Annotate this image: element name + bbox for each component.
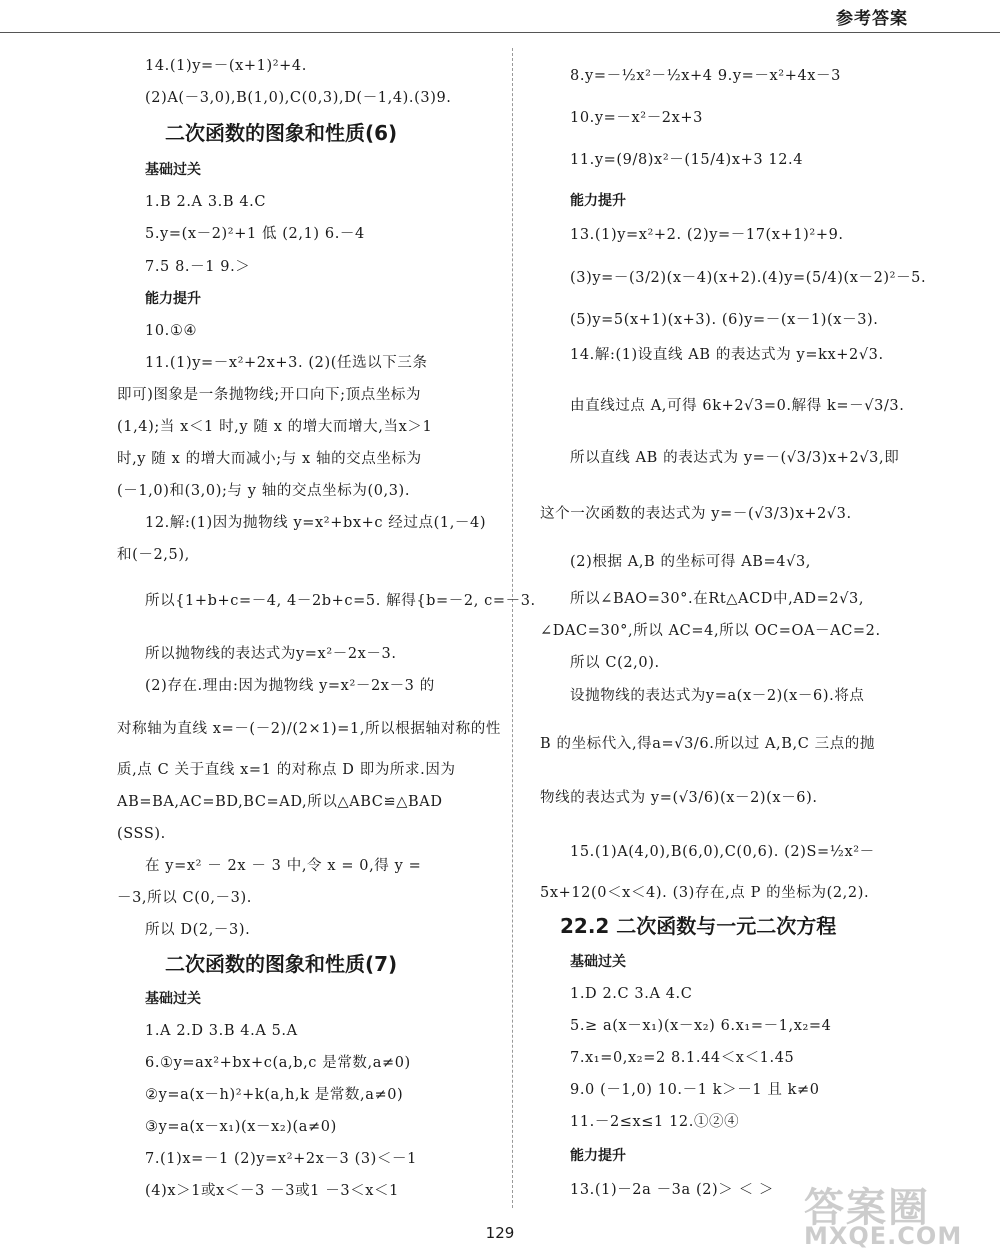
answer-line: (4)x＞1或x＜－3 －3或1 －3＜x＜1 xyxy=(145,1183,399,1199)
section-title: 二次函数的图象和性质(7) xyxy=(165,952,398,976)
answer-line: 9.0 (－1,0) 10.－1 k＞－1 且 k≠0 xyxy=(570,1082,820,1098)
answer-line: 所以 C(2,0). xyxy=(570,655,660,671)
section-title: 22.2 二次函数与一元二次方程 xyxy=(560,914,837,938)
answer-line: (SSS). xyxy=(117,826,166,842)
answer-line: 5.≥ a(x－x₁)(x－x₂) 6.x₁=－1,x₂=4 xyxy=(570,1018,832,1034)
subsection-ability: 能力提升 xyxy=(145,291,201,307)
answer-line: 7.(1)x=－1 (2)y=x²+2x－3 (3)＜－1 xyxy=(145,1151,417,1167)
answer-line: 7.5 8.－1 9.＞ xyxy=(145,259,251,275)
watermark-text: 答案圈 xyxy=(804,1185,930,1231)
answer-line: 1.A 2.D 3.B 4.A 5.A xyxy=(145,1023,298,1039)
answer-line: 11.(1)y=－x²+2x+3. (2)(任选以下三条 xyxy=(145,355,428,371)
answer-line: 10.①④ xyxy=(145,323,198,339)
subsection-basic: 基础过关 xyxy=(570,954,626,970)
column-divider xyxy=(512,48,513,1208)
answer-line: (－1,0)和(3,0);与 y 轴的交点坐标为(0,3). xyxy=(117,483,411,499)
answer-line: 所以∠BAO=30°.在Rt△ACD中,AD=2√3, xyxy=(570,591,865,607)
answer-line: 物线的表达式为 y=(√3/6)(x－2)(x－6). xyxy=(540,790,818,806)
right-column xyxy=(540,0,927,1258)
answer-line: 10.y=－x²－2x+3 xyxy=(570,110,703,126)
answer-line: (5)y=5(x+1)(x+3). (6)y=－(x－1)(x－3). xyxy=(570,312,879,328)
answer-line: (2)根据 A,B 的坐标可得 AB=4√3, xyxy=(570,554,811,570)
answer-line: 对称轴为直线 x=－(－2)/(2×1)=1,所以根据轴对称的性 xyxy=(117,721,501,737)
answer-line: AB=BA,AC=BD,BC=AD,所以△ABC≌△BAD xyxy=(117,794,443,810)
header-title: 参考答案 xyxy=(836,9,908,29)
answer-line: 和(－2,5), xyxy=(117,547,190,563)
answer-line: 所以直线 AB 的表达式为 y=－(√3/3)x+2√3,即 xyxy=(570,450,900,466)
subsection-ability: 能力提升 xyxy=(570,1148,626,1164)
answer-line: (3)y=－(3/2)(x－4)(x+2).(4)y=(5/4)(x－2)²－5. xyxy=(570,270,927,286)
subsection-basic: 基础过关 xyxy=(145,162,201,178)
answer-line: 在 y=x² － 2x － 3 中,令 x = 0,得 y = xyxy=(145,858,422,874)
answer-line: 7.x₁=0,x₂=2 8.1.44＜x＜1.45 xyxy=(570,1050,795,1066)
answer-line: 11.－2≤x≤1 12.①②④ xyxy=(570,1114,740,1130)
answer-line: 质,点 C 关于直线 x=1 的对称点 D 即为所求.因为 xyxy=(117,762,456,778)
answer-line: 5x+12(0＜x＜4). (3)存在,点 P 的坐标为(2,2). xyxy=(540,885,870,901)
subsection-ability: 能力提升 xyxy=(570,193,626,209)
answer-line: 1.D 2.C 3.A 4.C xyxy=(570,986,693,1002)
answer-line: 12.解:(1)因为抛物线 y=x²+bx+c 经过点(1,－4) xyxy=(145,515,487,531)
answer-line: 这个一次函数的表达式为 y=－(√3/3)x+2√3. xyxy=(540,506,852,522)
section-title: 二次函数的图象和性质(6) xyxy=(165,121,398,145)
watermark-url: MXQE.COM xyxy=(804,1222,963,1250)
answer-line: －3,所以 C(0,－3). xyxy=(117,890,252,906)
answer-line: 14.解:(1)设直线 AB 的表达式为 y=kx+2√3. xyxy=(570,347,884,363)
answer-line: 8.y=－½x²－½x+4 9.y=－x²+4x－3 xyxy=(570,68,841,84)
answer-line: (1,4);当 x＜1 时,y 随 x 的增大而增大,当x＞1 xyxy=(117,419,433,435)
answer-line: B 的坐标代入,得a=√3/6.所以过 A,B,C 三点的抛 xyxy=(540,736,876,752)
subsection-basic: 基础过关 xyxy=(145,991,201,1007)
answer-line: 1.B 2.A 3.B 4.C xyxy=(145,194,267,210)
answer-line: (2)A(－3,0),B(1,0),C(0,3),D(－1,4).(3)9. xyxy=(145,90,452,106)
answer-line: 所以 D(2,－3). xyxy=(145,922,251,938)
answer-line: ∠DAC=30°,所以 AC=4,所以 OC=OA－AC=2. xyxy=(540,623,881,639)
answer-line: 即可)图象是一条抛物线;开口向下;顶点坐标为 xyxy=(117,387,422,403)
answer-line: (2)存在.理由:因为抛物线 y=x²－2x－3 的 xyxy=(145,678,435,694)
answer-line: ③y=a(x－x₁)(x－x₂)(a≠0) xyxy=(145,1119,337,1135)
answer-line: 时,y 随 x 的增大而减小;与 x 轴的交点坐标为 xyxy=(117,451,422,467)
answer-line: 15.(1)A(4,0),B(6,0),C(0,6). (2)S=½x²－ xyxy=(570,844,875,860)
answer-line: 所以{1+b+c=－4, 4－2b+c=5. 解得{b=－2, c=－3. xyxy=(145,593,536,609)
answer-line: 13.(1)y=x²+2. (2)y=－17(x+1)²+9. xyxy=(570,227,844,243)
answer-line: 13.(1)－2a －3a (2)＞ ＜ ＞ xyxy=(570,1182,775,1198)
answer-line: 由直线过点 A,可得 6k+2√3=0.解得 k=－√3/3. xyxy=(570,398,905,414)
answer-line: 所以抛物线的表达式为y=x²－2x－3. xyxy=(145,646,397,662)
answer-line: 5.y=(x－2)²+1 低 (2,1) 6.－4 xyxy=(145,226,365,242)
answer-line: 设抛物线的表达式为y=a(x－2)(x－6).将点 xyxy=(570,688,865,704)
page-number: 129 xyxy=(485,1224,515,1242)
answer-line: ②y=a(x－h)²+k(a,h,k 是常数,a≠0) xyxy=(145,1087,404,1103)
answer-line: 6.①y=ax²+bx+c(a,b,c 是常数,a≠0) xyxy=(145,1055,411,1071)
answer-line: 14.(1)y=－(x+1)²+4. xyxy=(145,58,307,74)
answer-line: 11.y=(9/8)x²－(15/4)x+3 12.4 xyxy=(570,152,804,168)
